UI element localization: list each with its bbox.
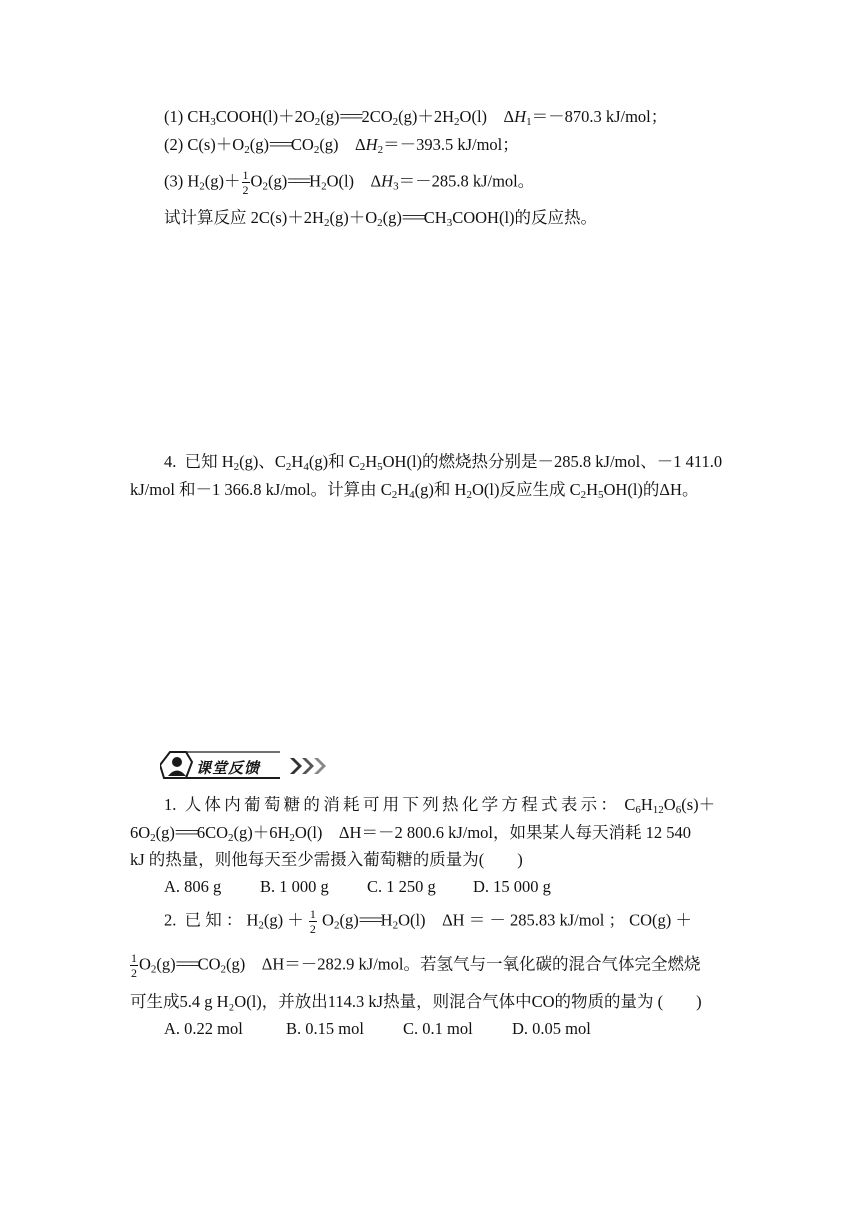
choice-d: D. 0.05 mol xyxy=(512,1019,591,1038)
choice-c: C. 1 250 g xyxy=(367,877,436,896)
equation-1: (1) $CH_3COOH(l)+2O_2(g)===2CO_2(g)+2H_2O(l)$ $\Delta H_1=-870.3$ kJ/mol； xyxy=(164,107,668,128)
choice-b: B. 0.15 mol xyxy=(286,1019,364,1038)
equation-3: (3) $H_2(g)+$ $\frac{1}{2}$ $O_2(g)===H_2O(l)$ $\Delta H_3=-285.8$ kJ/mol。 xyxy=(164,168,535,197)
question-4-line-1: 4. 已知 $H_2(g)$、$C_2H_4(g)$和 $C_2H_5OH(l)$的燃烧热分别是－285.8 kJ/mol、－1 411.0 xyxy=(164,452,723,473)
fb-question-1-line-1: 1. 人体内葡萄糖的消耗可用下列热化学方程式表示： $C_6H_{12}O_6(s)+$ xyxy=(164,795,716,816)
choice-a: A. 806 g xyxy=(164,877,222,896)
question-4-line-2: kJ/mol 和－1 366.8 kJ/mol。计算由 $C_2H_4(g)$和 $H_2O(l)$反应生成 $C_2H_5OH(l)$的ΔH。 xyxy=(130,480,699,501)
equation-2: (2) $C(s)+O_2(g)===CO_2(g)$ $\Delta H_2=-393.5$ kJ/mol； xyxy=(164,135,519,156)
choice-d: D. 15 000 g xyxy=(473,877,551,896)
banner-title: 课堂反馈 xyxy=(196,759,261,777)
choice-a: A. 0.22 mol xyxy=(164,1019,243,1038)
fb-question-1-choices xyxy=(164,876,551,898)
fb-question-2-line-3: 可生成5.4 g H₂O(l)，并放出114.3 kJ热量，则混合气体中CO的物质的量为 ( ) xyxy=(130,992,702,1011)
feedback-banner xyxy=(160,748,340,784)
question-3-ask: 试计算反应 $2C(s)+2H_2(g)+O_2(g)===CH_3COOH(l)$的反应热。 xyxy=(164,208,598,229)
fraction-half: $\frac{1}{2}$ xyxy=(309,907,316,936)
fb-question-2-line-2: $\frac{1}{2}$ $O_2(g)===CO_2(g)$ ΔH＝－282.9 kJ/mol。若氢气与一氧化碳的混合气体完全燃烧 xyxy=(131,951,701,980)
fb-question-2-line-1: 2. 已 知 ： $H_2(g)$ ＋ $\frac{1}{2}$ $O_2(g)===H_2O(l)$ ΔH ＝ － 285.83 kJ/mol ； CO(g) ＋ xyxy=(164,907,692,936)
fb-question-1-line-2: $6O_2(g)===6CO_2(g)+6H_2O(l)$ ΔH＝－2 800.6 kJ/mol，如果某人每天消耗 12 540 xyxy=(130,823,691,844)
fb-question-1-line-3: kJ 的热量，则他每天至少需摄入葡萄糖的质量为( ) xyxy=(130,850,523,869)
fraction-half: $\frac{1}{2}$ xyxy=(242,168,249,197)
person-icon xyxy=(172,757,182,767)
fraction-half: $\frac{1}{2}$ xyxy=(131,951,137,980)
choice-c: C. 0.1 mol xyxy=(403,1019,473,1038)
fb-question-2-choices xyxy=(164,1018,591,1040)
choice-b: B. 1 000 g xyxy=(260,877,329,896)
